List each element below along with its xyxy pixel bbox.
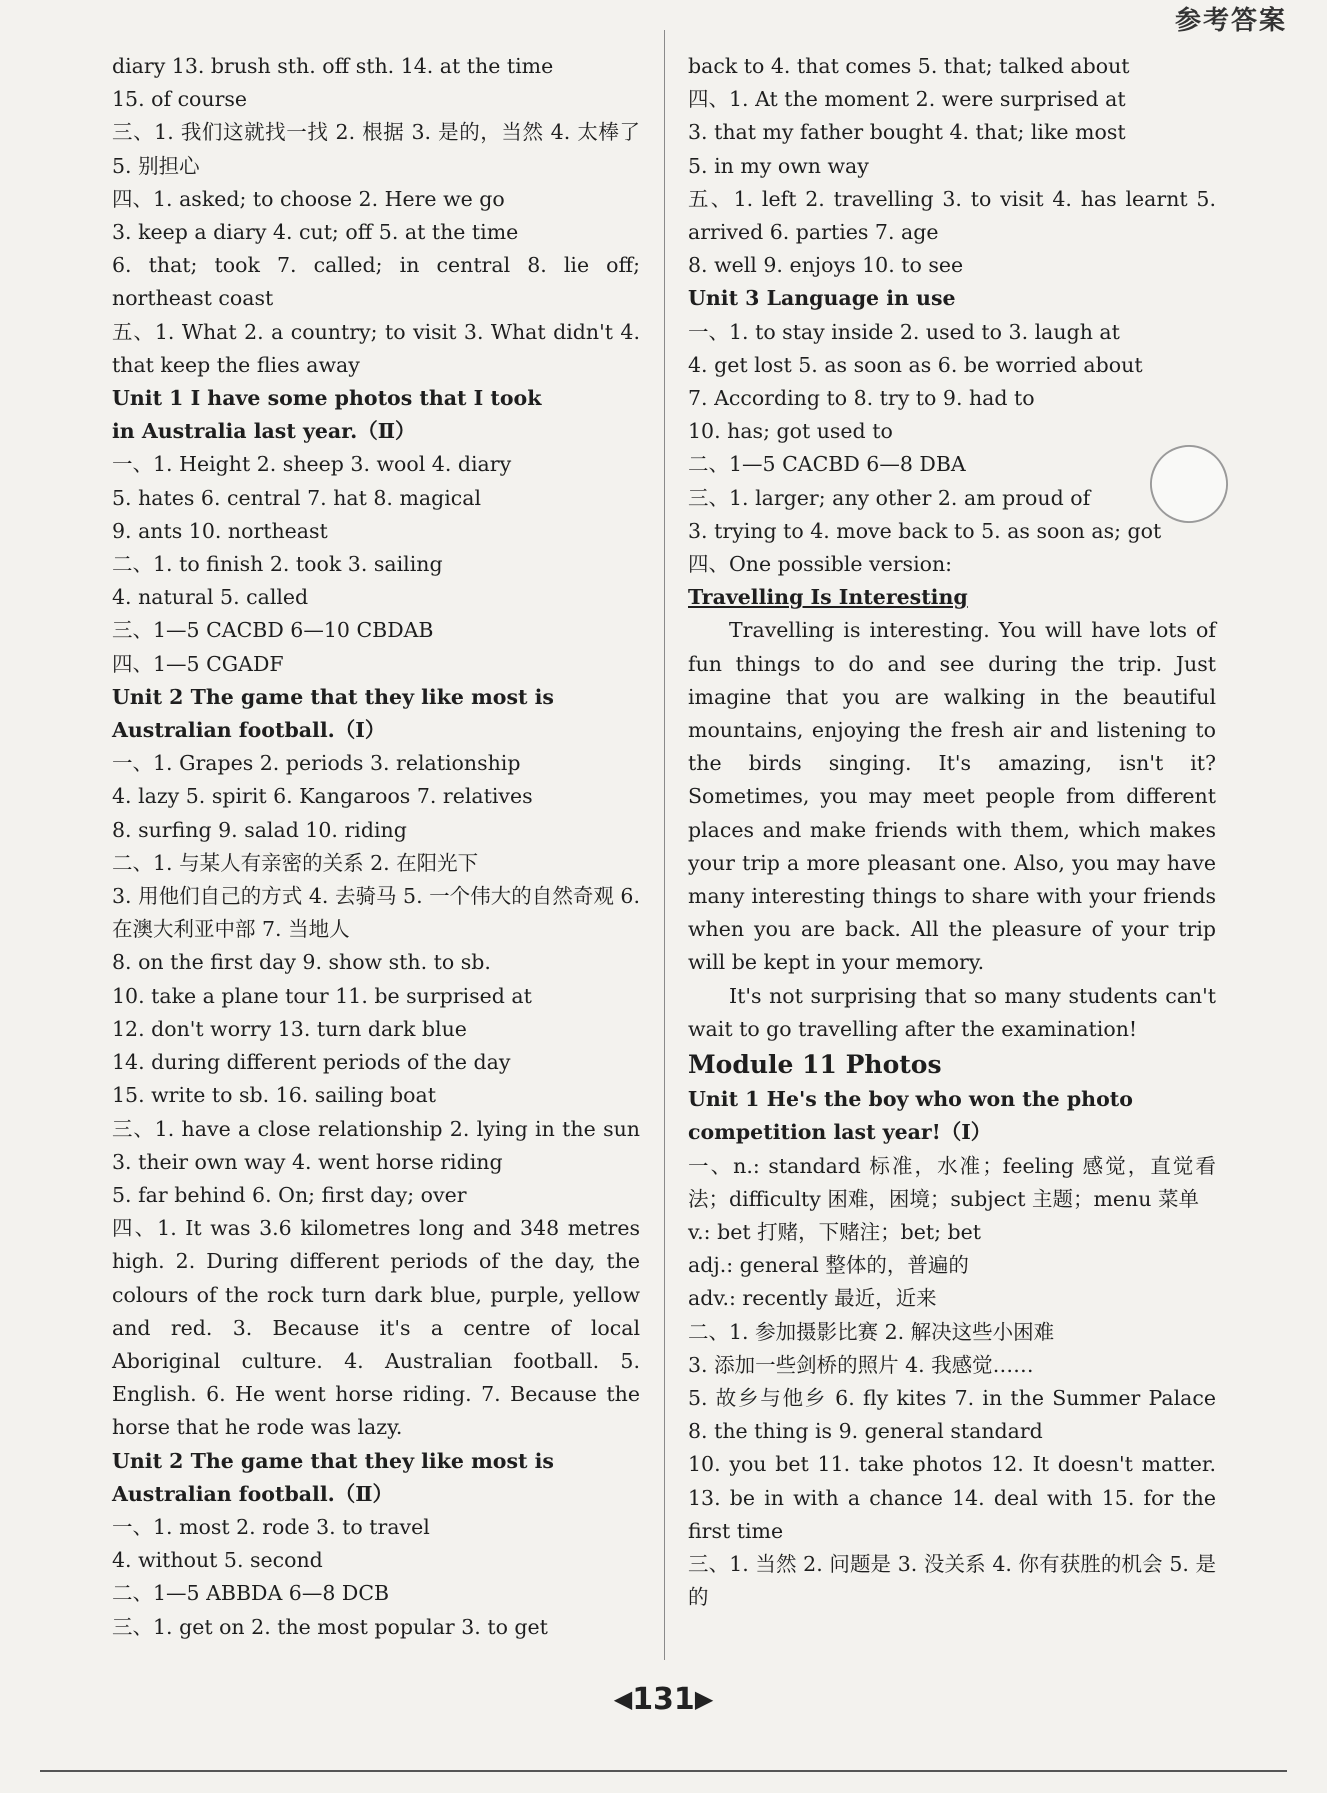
- unit-title: competition last year!（Ⅰ）: [688, 1120, 992, 1145]
- answer-line: 10. take a plane tour 11. be surprised at: [112, 983, 532, 1008]
- answer-line: 三、1. get on 2. the most popular 3. to get: [112, 1614, 548, 1639]
- answer-line: 15. of course: [112, 87, 248, 112]
- essay-paragraph: It's not surprising that so many students can't wait to go travelling after the examination!: [688, 983, 1216, 1041]
- answer-line: 一、n.: standard 标准，水准；feeling 感觉，直觉看法；difficulty 困难，困境；subject 主题；menu 菜单: [688, 1153, 1216, 1211]
- answer-line: 三、1. larger; any other 2. am proud of: [688, 485, 1091, 510]
- page-number-text: 131: [632, 1682, 695, 1717]
- answer-line: 3. keep a diary 4. cut; off 5. at the time: [112, 220, 519, 245]
- answer-line: 4. lazy 5. spirit 6. Kangaroos 7. relatives: [112, 784, 533, 809]
- unit-title: Unit 2 The game that they like most is: [112, 684, 554, 709]
- essay-title: Travelling Is Interesting: [688, 585, 968, 610]
- answer-line: 5. 故乡与他乡 6. fly kites 7. in the Summer Palace 8. the thing is 9. general standard: [688, 1385, 1216, 1444]
- answer-line: 一、1. to stay inside 2. used to 3. laugh at: [688, 319, 1120, 344]
- answer-line: 四、1. asked; to choose 2. Here we go: [112, 186, 505, 211]
- answer-line: 3. that my father bought 4. that; like most: [688, 120, 1126, 145]
- answer-line: 8. well 9. enjoys 10. to see: [688, 253, 964, 278]
- answer-line: 3. trying to 4. move back to 5. as soon as; got: [688, 518, 1162, 543]
- answer-line: 12. don't worry 13. turn dark blue: [112, 1016, 467, 1041]
- answer-line: 5. in my own way: [688, 153, 869, 178]
- answer-line: 9. ants 10. northeast: [112, 518, 328, 543]
- answer-line: 二、1. 与某人有亲密的关系 2. 在阳光下: [112, 850, 479, 875]
- unit-title: Australian football.（Ⅰ）: [112, 718, 386, 743]
- page-number: [600, 1682, 727, 1717]
- answer-line: 二、1—5 ABBDA 6—8 DCB: [112, 1581, 390, 1606]
- answer-line: 五、1. What 2. a country; to visit 3. What didn't 4. that keep the flies away: [112, 319, 640, 377]
- answer-line: 4. without 5. second: [112, 1548, 323, 1573]
- answer-line: 6. that; took 7. called; in central 8. lie off; northeast coast: [112, 253, 640, 311]
- answer-line: 一、1. Height 2. sheep 3. wool 4. diary: [112, 452, 512, 477]
- answer-line: 4. get lost 5. as soon as 6. be worried about: [688, 352, 1143, 377]
- answer-line: 二、1. 参加摄影比赛 2. 解决这些小困难: [688, 1319, 1055, 1344]
- module-title: Module 11 Photos: [688, 1050, 942, 1080]
- answer-line: diary 13. brush sth. off sth. 14. at the time: [112, 54, 554, 78]
- answer-line: back to 4. that comes 5. that; talked about: [688, 54, 1130, 78]
- answer-line: 三、1—5 CACBD 6—10 CBDAB: [112, 618, 434, 643]
- answer-line: 7. According to 8. try to 9. had to: [688, 386, 1035, 411]
- answer-line: adj.: general 整体的，普遍的: [688, 1253, 969, 1278]
- answer-line: 4. natural 5. called: [112, 585, 309, 610]
- unit-title: Unit 2 The game that they like most is: [112, 1448, 554, 1473]
- answer-line: 3. 添加一些剑桥的照片 4. 我感觉……: [688, 1352, 1034, 1377]
- answer-line: 四、1. At the moment 2. were surprised at: [688, 87, 1126, 112]
- essay-paragraph: Travelling is interesting. You will have lots of fun things to do and see during the trip. Just imagine that you are walking in the beautiful mountains, enjoying the fresh air and listening to the birds singing. It's amazing, isn't it? Sometimes, you may meet people from different places and make friends with them, which makes your trip a more pleasant one. Also, you may have many interesting things to share with your friends when you are back. All the pleasure of your trip will be kept in your memory.: [688, 618, 1216, 975]
- answer-line: 二、1. to finish 2. took 3. sailing: [112, 552, 443, 577]
- answer-line: 四、One possible version:: [688, 552, 953, 577]
- left-column: [112, 50, 640, 1644]
- unit-title: Unit 3 Language in use: [688, 286, 956, 311]
- answer-line: 二、1—5 CACBD 6—8 DBA: [688, 452, 966, 477]
- answer-line: 10. you bet 11. take photos 12. It doesn't matter. 13. be in with a chance 14. deal with 15. for the first time: [688, 1452, 1216, 1543]
- answer-line: 5. far behind 6. On; first day; over: [112, 1182, 467, 1207]
- answer-line: 五、1. left 2. travelling 3. to visit 4. has learnt 5. arrived 6. parties 7. age: [688, 186, 1216, 245]
- answer-line: adv.: recently 最近，近来: [688, 1286, 937, 1311]
- right-column: [688, 50, 1216, 1614]
- answer-line: 一、1. Grapes 2. periods 3. relationship: [112, 751, 521, 776]
- left-arrow-icon: ◀: [613, 1685, 633, 1713]
- unit-title: in Australia last year.（Ⅱ）: [112, 419, 416, 444]
- answer-line: 四、1—5 CGADF: [112, 651, 284, 676]
- answer-line: 三、1. 当然 2. 问题是 3. 没关系 4. 你有获胜的机会 5. 是的: [688, 1551, 1216, 1610]
- answer-line: 10. has; got used to: [688, 419, 893, 444]
- answer-line: 三、1. have a close relationship 2. lying in the sun 3. their own way 4. went horse riding: [112, 1116, 640, 1174]
- answer-line: 四、1. It was 3.6 kilometres long and 348 metres high. 2. During different periods of the day, the colours of the rock turn dark blue, purple, yellow and red. 3. Because it's a centre of local Aboriginal culture. 4. Australian football. 5. English. 6. He went horse riding. 7. Because the horse that he rode was lazy.: [112, 1216, 640, 1440]
- answer-line: 三、1. 我们这就找一找 2. 根据 3. 是的，当然 4. 太棒了 5. 别担心: [112, 120, 640, 178]
- answer-line: 8. surfing 9. salad 10. riding: [112, 817, 407, 842]
- answer-line: 15. write to sb. 16. sailing boat: [112, 1083, 436, 1108]
- header-mark: 参考答案: [1174, 6, 1287, 36]
- answer-line: 14. during different periods of the day: [112, 1050, 511, 1075]
- unit-title: Australian football.（Ⅱ）: [112, 1481, 394, 1506]
- answer-line: 一、1. most 2. rode 3. to travel: [112, 1514, 430, 1539]
- column-divider: [664, 30, 665, 1660]
- answer-line: 5. hates 6. central 7. hat 8. magical: [112, 485, 482, 510]
- answer-line: v.: bet 打赌，下赌注；bet; bet: [688, 1219, 982, 1244]
- right-arrow-icon: ▶: [694, 1685, 714, 1713]
- answer-line: 8. on the first day 9. show sth. to sb.: [112, 950, 491, 975]
- bottom-rule: [40, 1770, 1287, 1772]
- answer-line: 3. 用他们自己的方式 4. 去骑马 5. 一个伟大的自然奇观 6. 在澳大利亚中部 7. 当地人: [112, 884, 640, 942]
- unit-title: Unit 1 I have some photos that I took: [112, 386, 542, 411]
- unit-title: Unit 1 He's the boy who won the photo: [688, 1087, 1133, 1112]
